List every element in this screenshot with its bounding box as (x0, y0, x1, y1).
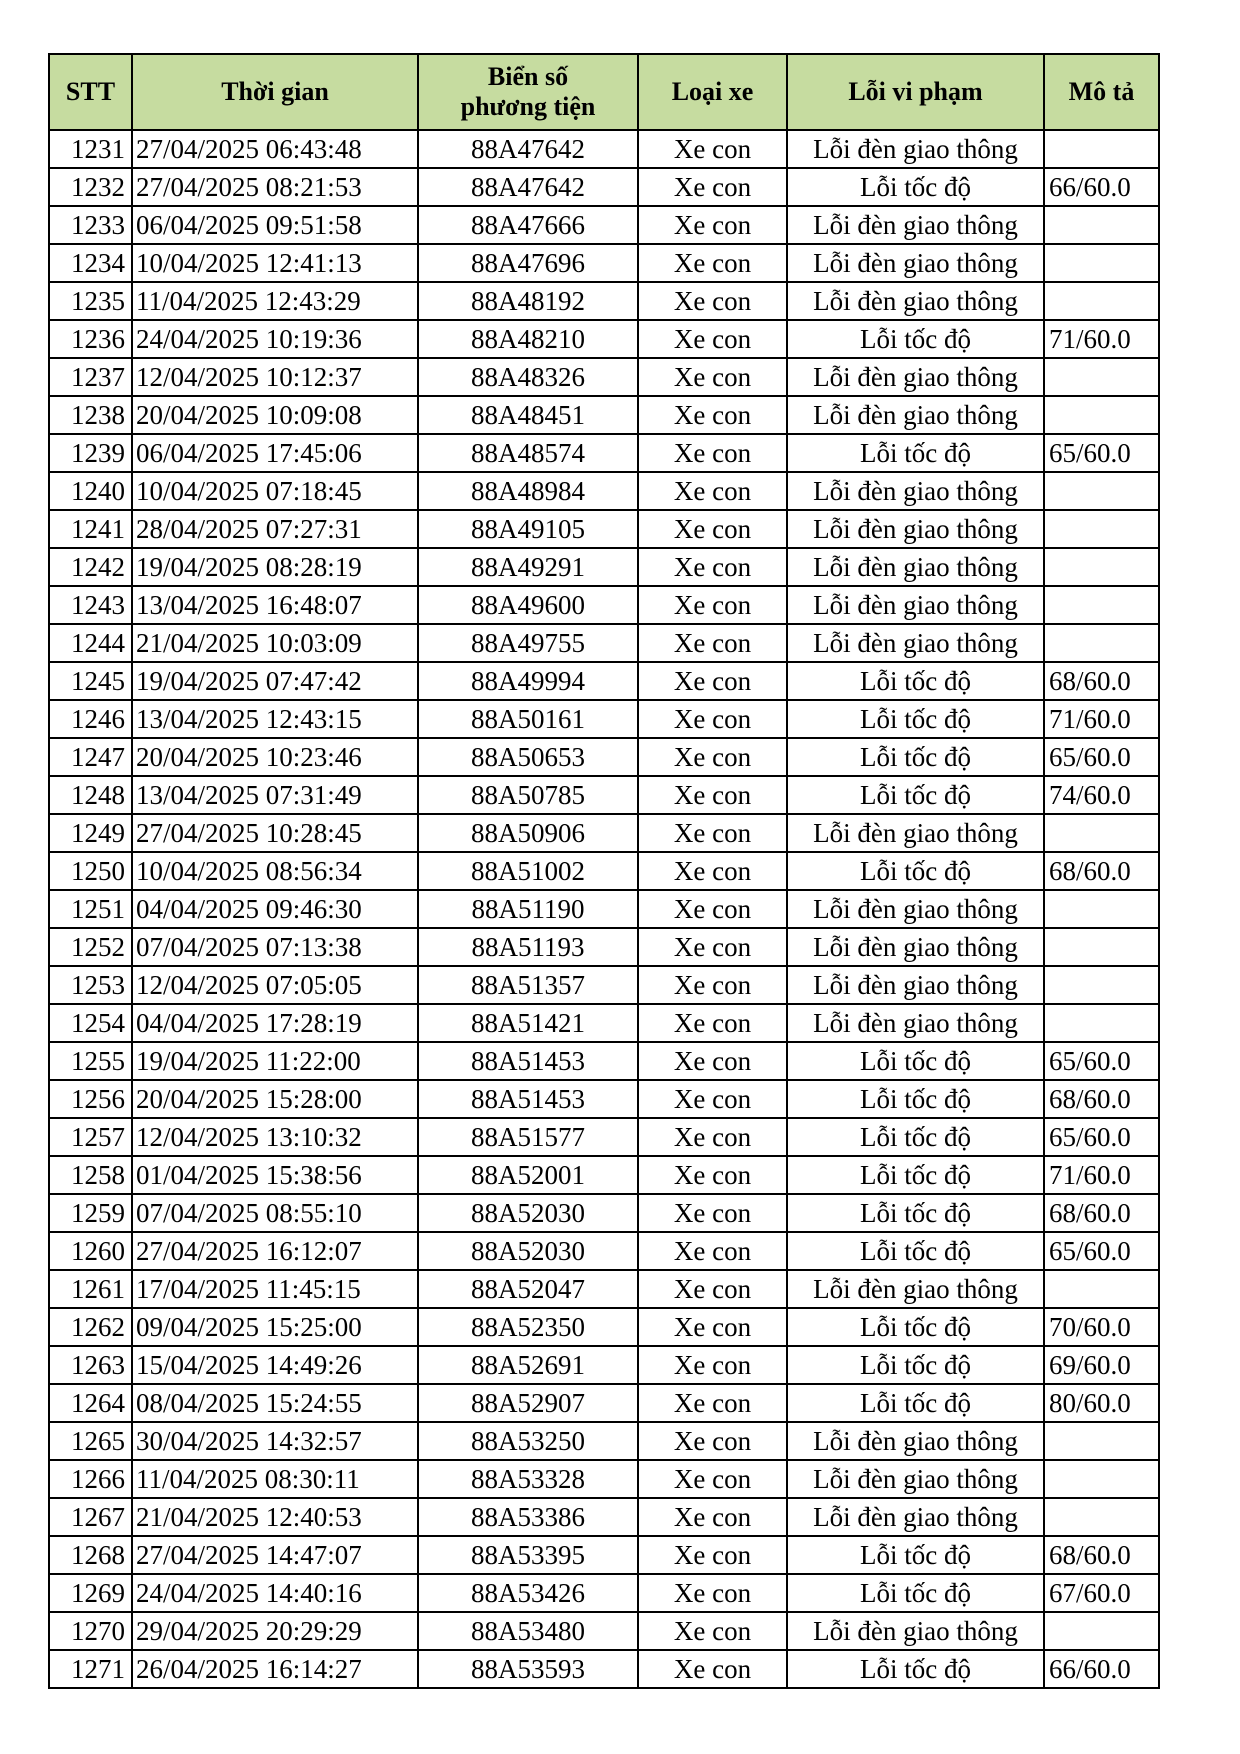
cell-vehicle-type: Xe con (638, 662, 787, 700)
cell-stt: 1252 (49, 928, 132, 966)
cell-plate: 88A49105 (418, 510, 638, 548)
cell-vehicle-type: Xe con (638, 206, 787, 244)
cell-plate: 88A48451 (418, 396, 638, 434)
cell-description: 80/60.0 (1044, 1384, 1159, 1422)
cell-time: 27/04/2025 08:21:53 (132, 168, 418, 206)
cell-vehicle-type: Xe con (638, 890, 787, 928)
cell-stt: 1266 (49, 1460, 132, 1498)
cell-description (1044, 1004, 1159, 1042)
cell-description (1044, 1422, 1159, 1460)
cell-time: 20/04/2025 15:28:00 (132, 1080, 418, 1118)
cell-description (1044, 1498, 1159, 1536)
cell-vehicle-type: Xe con (638, 168, 787, 206)
cell-time: 27/04/2025 14:47:07 (132, 1536, 418, 1574)
cell-description (1044, 928, 1159, 966)
cell-violation: Lỗi tốc độ (787, 1650, 1044, 1688)
cell-plate: 88A50161 (418, 700, 638, 738)
cell-violation: Lỗi đèn giao thông (787, 206, 1044, 244)
header-plate-line1: Biển số (487, 62, 569, 91)
table-row (49, 434, 1159, 472)
cell-vehicle-type: Xe con (638, 1232, 787, 1270)
cell-violation: Lỗi đèn giao thông (787, 890, 1044, 928)
table-row (49, 1460, 1159, 1498)
cell-time: 30/04/2025 14:32:57 (132, 1422, 418, 1460)
cell-violation: Lỗi đèn giao thông (787, 586, 1044, 624)
cell-vehicle-type: Xe con (638, 1460, 787, 1498)
cell-stt: 1250 (49, 852, 132, 890)
cell-vehicle-type: Xe con (638, 282, 787, 320)
cell-stt: 1256 (49, 1080, 132, 1118)
cell-vehicle-type: Xe con (638, 1004, 787, 1042)
cell-description (1044, 472, 1159, 510)
cell-time: 07/04/2025 07:13:38 (132, 928, 418, 966)
cell-violation: Lỗi đèn giao thông (787, 624, 1044, 662)
cell-vehicle-type: Xe con (638, 1384, 787, 1422)
table-row (49, 700, 1159, 738)
cell-violation: Lỗi đèn giao thông (787, 814, 1044, 852)
cell-description: 67/60.0 (1044, 1574, 1159, 1612)
cell-time: 20/04/2025 10:23:46 (132, 738, 418, 776)
cell-plate: 88A51453 (418, 1042, 638, 1080)
table-body (49, 130, 1159, 1688)
cell-time: 13/04/2025 16:48:07 (132, 586, 418, 624)
cell-stt: 1249 (49, 814, 132, 852)
cell-description (1044, 548, 1159, 586)
cell-violation: Lỗi đèn giao thông (787, 282, 1044, 320)
cell-stt: 1246 (49, 700, 132, 738)
cell-vehicle-type: Xe con (638, 510, 787, 548)
cell-violation: Lỗi đèn giao thông (787, 244, 1044, 282)
cell-plate: 88A52350 (418, 1308, 638, 1346)
cell-description: 71/60.0 (1044, 320, 1159, 358)
cell-violation: Lỗi đèn giao thông (787, 1612, 1044, 1650)
cell-violation: Lỗi tốc độ (787, 168, 1044, 206)
cell-vehicle-type: Xe con (638, 1270, 787, 1308)
cell-violation: Lỗi tốc độ (787, 434, 1044, 472)
table-row (49, 1536, 1159, 1574)
cell-plate: 88A49600 (418, 586, 638, 624)
table-row (49, 1042, 1159, 1080)
cell-description (1044, 1270, 1159, 1308)
cell-description (1044, 396, 1159, 434)
cell-stt: 1263 (49, 1346, 132, 1384)
cell-stt: 1262 (49, 1308, 132, 1346)
cell-violation: Lỗi tốc độ (787, 1042, 1044, 1080)
cell-plate: 88A50906 (418, 814, 638, 852)
cell-vehicle-type: Xe con (638, 1308, 787, 1346)
cell-vehicle-type: Xe con (638, 814, 787, 852)
cell-stt: 1268 (49, 1536, 132, 1574)
cell-time: 21/04/2025 10:03:09 (132, 624, 418, 662)
header-row (49, 54, 1159, 130)
cell-stt: 1270 (49, 1612, 132, 1650)
cell-vehicle-type: Xe con (638, 1650, 787, 1688)
cell-description (1044, 206, 1159, 244)
cell-violation: Lỗi tốc độ (787, 1384, 1044, 1422)
cell-time: 19/04/2025 11:22:00 (132, 1042, 418, 1080)
cell-violation: Lỗi tốc độ (787, 1080, 1044, 1118)
cell-vehicle-type: Xe con (638, 700, 787, 738)
cell-vehicle-type: Xe con (638, 586, 787, 624)
cell-plate: 88A48326 (418, 358, 638, 396)
cell-plate: 88A51193 (418, 928, 638, 966)
cell-time: 09/04/2025 15:25:00 (132, 1308, 418, 1346)
cell-vehicle-type: Xe con (638, 966, 787, 1004)
cell-stt: 1234 (49, 244, 132, 282)
cell-time: 19/04/2025 07:47:42 (132, 662, 418, 700)
cell-vehicle-type: Xe con (638, 1346, 787, 1384)
cell-plate: 88A53250 (418, 1422, 638, 1460)
cell-time: 13/04/2025 07:31:49 (132, 776, 418, 814)
cell-stt: 1232 (49, 168, 132, 206)
cell-description: 69/60.0 (1044, 1346, 1159, 1384)
violations-table (48, 53, 1160, 1689)
cell-description (1044, 1460, 1159, 1498)
cell-violation: Lỗi tốc độ (787, 662, 1044, 700)
cell-stt: 1244 (49, 624, 132, 662)
cell-description: 65/60.0 (1044, 738, 1159, 776)
table-row (49, 1232, 1159, 1270)
table-row (49, 396, 1159, 434)
cell-stt: 1264 (49, 1384, 132, 1422)
table-row (49, 662, 1159, 700)
cell-vehicle-type: Xe con (638, 1156, 787, 1194)
cell-stt: 1248 (49, 776, 132, 814)
cell-description (1044, 282, 1159, 320)
header-vehicle-type: Loại xe (638, 54, 787, 130)
cell-plate: 88A52691 (418, 1346, 638, 1384)
table-row (49, 776, 1159, 814)
cell-stt: 1251 (49, 890, 132, 928)
table-row (49, 586, 1159, 624)
cell-violation: Lỗi đèn giao thông (787, 510, 1044, 548)
table-row (49, 1156, 1159, 1194)
cell-violation: Lỗi tốc độ (787, 1194, 1044, 1232)
cell-violation: Lỗi tốc độ (787, 700, 1044, 738)
cell-vehicle-type: Xe con (638, 548, 787, 586)
cell-time: 06/04/2025 17:45:06 (132, 434, 418, 472)
cell-time: 08/04/2025 15:24:55 (132, 1384, 418, 1422)
cell-plate: 88A50653 (418, 738, 638, 776)
cell-violation: Lỗi đèn giao thông (787, 1498, 1044, 1536)
cell-violation: Lỗi đèn giao thông (787, 928, 1044, 966)
cell-stt: 1235 (49, 282, 132, 320)
cell-time: 10/04/2025 12:41:13 (132, 244, 418, 282)
cell-plate: 88A48984 (418, 472, 638, 510)
table-row (49, 624, 1159, 662)
cell-description (1044, 586, 1159, 624)
cell-vehicle-type: Xe con (638, 1042, 787, 1080)
cell-description: 65/60.0 (1044, 1232, 1159, 1270)
cell-vehicle-type: Xe con (638, 244, 787, 282)
cell-description: 71/60.0 (1044, 1156, 1159, 1194)
table-row (49, 472, 1159, 510)
table-row (49, 1004, 1159, 1042)
cell-stt: 1267 (49, 1498, 132, 1536)
table-row (49, 1118, 1159, 1156)
header-plate-line2: phương tiện (460, 92, 596, 121)
cell-plate: 88A51577 (418, 1118, 638, 1156)
cell-violation: Lỗi đèn giao thông (787, 1004, 1044, 1042)
cell-stt: 1257 (49, 1118, 132, 1156)
cell-stt: 1236 (49, 320, 132, 358)
cell-plate: 88A51357 (418, 966, 638, 1004)
cell-description (1044, 358, 1159, 396)
table-row (49, 358, 1159, 396)
cell-description: 71/60.0 (1044, 700, 1159, 738)
cell-plate: 88A51002 (418, 852, 638, 890)
cell-violation: Lỗi đèn giao thông (787, 472, 1044, 510)
cell-description (1044, 890, 1159, 928)
cell-stt: 1243 (49, 586, 132, 624)
cell-time: 11/04/2025 08:30:11 (132, 1460, 418, 1498)
cell-vehicle-type: Xe con (638, 434, 787, 472)
header-description: Mô tả (1044, 54, 1159, 130)
cell-plate: 88A51421 (418, 1004, 638, 1042)
cell-time: 29/04/2025 20:29:29 (132, 1612, 418, 1650)
cell-vehicle-type: Xe con (638, 1536, 787, 1574)
cell-stt: 1233 (49, 206, 132, 244)
cell-plate: 88A53328 (418, 1460, 638, 1498)
cell-time: 12/04/2025 10:12:37 (132, 358, 418, 396)
cell-stt: 1239 (49, 434, 132, 472)
table-row (49, 1308, 1159, 1346)
cell-description: 68/60.0 (1044, 1536, 1159, 1574)
cell-vehicle-type: Xe con (638, 776, 787, 814)
cell-vehicle-type: Xe con (638, 1080, 787, 1118)
table-row (49, 168, 1159, 206)
header-violation: Lỗi vi phạm (787, 54, 1044, 130)
cell-description: 66/60.0 (1044, 168, 1159, 206)
cell-violation: Lỗi đèn giao thông (787, 358, 1044, 396)
cell-violation: Lỗi đèn giao thông (787, 130, 1044, 168)
cell-vehicle-type: Xe con (638, 396, 787, 434)
table-row (49, 1346, 1159, 1384)
cell-description: 68/60.0 (1044, 662, 1159, 700)
table-row (49, 1422, 1159, 1460)
cell-violation: Lỗi tốc độ (787, 738, 1044, 776)
cell-plate: 88A53386 (418, 1498, 638, 1536)
cell-plate: 88A52030 (418, 1232, 638, 1270)
cell-description: 74/60.0 (1044, 776, 1159, 814)
cell-vehicle-type: Xe con (638, 852, 787, 890)
cell-time: 04/04/2025 09:46:30 (132, 890, 418, 928)
cell-description: 65/60.0 (1044, 434, 1159, 472)
table-row (49, 1194, 1159, 1232)
cell-vehicle-type: Xe con (638, 130, 787, 168)
table-row (49, 738, 1159, 776)
cell-stt: 1254 (49, 1004, 132, 1042)
cell-time: 15/04/2025 14:49:26 (132, 1346, 418, 1384)
cell-vehicle-type: Xe con (638, 472, 787, 510)
table-row (49, 852, 1159, 890)
cell-plate: 88A47642 (418, 168, 638, 206)
table-row (49, 1270, 1159, 1308)
cell-stt: 1240 (49, 472, 132, 510)
cell-time: 20/04/2025 10:09:08 (132, 396, 418, 434)
cell-violation: Lỗi tốc độ (787, 1232, 1044, 1270)
cell-description: 68/60.0 (1044, 1194, 1159, 1232)
table-row (49, 548, 1159, 586)
cell-violation: Lỗi đèn giao thông (787, 548, 1044, 586)
cell-time: 24/04/2025 14:40:16 (132, 1574, 418, 1612)
table-row (49, 282, 1159, 320)
cell-violation: Lỗi tốc độ (787, 1574, 1044, 1612)
cell-plate: 88A53480 (418, 1612, 638, 1650)
table-row (49, 928, 1159, 966)
cell-stt: 1269 (49, 1574, 132, 1612)
cell-stt: 1259 (49, 1194, 132, 1232)
cell-plate: 88A47666 (418, 206, 638, 244)
cell-vehicle-type: Xe con (638, 358, 787, 396)
cell-time: 10/04/2025 08:56:34 (132, 852, 418, 890)
table-row (49, 814, 1159, 852)
cell-vehicle-type: Xe con (638, 1612, 787, 1650)
cell-time: 21/04/2025 12:40:53 (132, 1498, 418, 1536)
cell-plate: 88A48192 (418, 282, 638, 320)
cell-vehicle-type: Xe con (638, 1498, 787, 1536)
cell-stt: 1231 (49, 130, 132, 168)
cell-description (1044, 510, 1159, 548)
cell-time: 26/04/2025 16:14:27 (132, 1650, 418, 1688)
cell-violation: Lỗi đèn giao thông (787, 1422, 1044, 1460)
cell-plate: 88A49755 (418, 624, 638, 662)
cell-time: 01/04/2025 15:38:56 (132, 1156, 418, 1194)
table-row (49, 206, 1159, 244)
cell-time: 10/04/2025 07:18:45 (132, 472, 418, 510)
table-row (49, 1384, 1159, 1422)
cell-time: 27/04/2025 16:12:07 (132, 1232, 418, 1270)
cell-time: 11/04/2025 12:43:29 (132, 282, 418, 320)
cell-violation: Lỗi tốc độ (787, 320, 1044, 358)
table-row (49, 130, 1159, 168)
cell-stt: 1260 (49, 1232, 132, 1270)
cell-stt: 1247 (49, 738, 132, 776)
header-time: Thời gian (132, 54, 418, 130)
cell-plate: 88A51190 (418, 890, 638, 928)
cell-plate: 88A53426 (418, 1574, 638, 1612)
cell-plate: 88A47696 (418, 244, 638, 282)
cell-stt: 1245 (49, 662, 132, 700)
cell-description: 66/60.0 (1044, 1650, 1159, 1688)
cell-plate: 88A48210 (418, 320, 638, 358)
cell-stt: 1255 (49, 1042, 132, 1080)
cell-vehicle-type: Xe con (638, 1118, 787, 1156)
cell-time: 24/04/2025 10:19:36 (132, 320, 418, 358)
cell-description (1044, 814, 1159, 852)
cell-description (1044, 624, 1159, 662)
cell-description: 65/60.0 (1044, 1042, 1159, 1080)
cell-stt: 1242 (49, 548, 132, 586)
cell-plate: 88A48574 (418, 434, 638, 472)
cell-plate: 88A49291 (418, 548, 638, 586)
cell-stt: 1237 (49, 358, 132, 396)
cell-violation: Lỗi đèn giao thông (787, 966, 1044, 1004)
cell-time: 17/04/2025 11:45:15 (132, 1270, 418, 1308)
cell-stt: 1241 (49, 510, 132, 548)
cell-violation: Lỗi tốc độ (787, 1536, 1044, 1574)
cell-time: 19/04/2025 08:28:19 (132, 548, 418, 586)
cell-description (1044, 244, 1159, 282)
cell-plate: 88A47642 (418, 130, 638, 168)
cell-plate: 88A52001 (418, 1156, 638, 1194)
table-row (49, 510, 1159, 548)
cell-description (1044, 130, 1159, 168)
table-row (49, 1650, 1159, 1688)
cell-description (1044, 966, 1159, 1004)
cell-description (1044, 1612, 1159, 1650)
cell-plate: 88A53593 (418, 1650, 638, 1688)
cell-violation: Lỗi đèn giao thông (787, 1270, 1044, 1308)
cell-plate: 88A52030 (418, 1194, 638, 1232)
header-plate (418, 54, 638, 130)
table-row (49, 1612, 1159, 1650)
cell-vehicle-type: Xe con (638, 320, 787, 358)
cell-stt: 1271 (49, 1650, 132, 1688)
cell-vehicle-type: Xe con (638, 624, 787, 662)
cell-violation: Lỗi tốc độ (787, 852, 1044, 890)
cell-stt: 1238 (49, 396, 132, 434)
cell-vehicle-type: Xe con (638, 928, 787, 966)
table-row (49, 320, 1159, 358)
cell-time: 12/04/2025 13:10:32 (132, 1118, 418, 1156)
header-stt: STT (49, 54, 132, 130)
cell-violation: Lỗi đèn giao thông (787, 396, 1044, 434)
cell-violation: Lỗi tốc độ (787, 1118, 1044, 1156)
cell-time: 12/04/2025 07:05:05 (132, 966, 418, 1004)
cell-stt: 1261 (49, 1270, 132, 1308)
cell-plate: 88A51453 (418, 1080, 638, 1118)
cell-stt: 1258 (49, 1156, 132, 1194)
cell-time: 13/04/2025 12:43:15 (132, 700, 418, 738)
cell-plate: 88A49994 (418, 662, 638, 700)
table-row (49, 1574, 1159, 1612)
cell-description: 70/60.0 (1044, 1308, 1159, 1346)
cell-vehicle-type: Xe con (638, 1574, 787, 1612)
cell-violation: Lỗi đèn giao thông (787, 1460, 1044, 1498)
cell-vehicle-type: Xe con (638, 738, 787, 776)
cell-plate: 88A53395 (418, 1536, 638, 1574)
cell-plate: 88A50785 (418, 776, 638, 814)
cell-violation: Lỗi tốc độ (787, 1346, 1044, 1384)
cell-time: 06/04/2025 09:51:58 (132, 206, 418, 244)
cell-time: 04/04/2025 17:28:19 (132, 1004, 418, 1042)
cell-description: 65/60.0 (1044, 1118, 1159, 1156)
cell-violation: Lỗi tốc độ (787, 776, 1044, 814)
cell-plate: 88A52047 (418, 1270, 638, 1308)
table-row (49, 1498, 1159, 1536)
table-row (49, 1080, 1159, 1118)
cell-vehicle-type: Xe con (638, 1194, 787, 1232)
cell-vehicle-type: Xe con (638, 1422, 787, 1460)
cell-stt: 1253 (49, 966, 132, 1004)
cell-time: 27/04/2025 06:43:48 (132, 130, 418, 168)
cell-time: 07/04/2025 08:55:10 (132, 1194, 418, 1232)
table-row (49, 244, 1159, 282)
table-row (49, 966, 1159, 1004)
table-row (49, 890, 1159, 928)
cell-plate: 88A52907 (418, 1384, 638, 1422)
cell-time: 27/04/2025 10:28:45 (132, 814, 418, 852)
cell-description: 68/60.0 (1044, 852, 1159, 890)
violations-sheet (48, 53, 1160, 1689)
cell-description: 68/60.0 (1044, 1080, 1159, 1118)
cell-violation: Lỗi tốc độ (787, 1156, 1044, 1194)
cell-stt: 1265 (49, 1422, 132, 1460)
cell-violation: Lỗi tốc độ (787, 1308, 1044, 1346)
cell-time: 28/04/2025 07:27:31 (132, 510, 418, 548)
